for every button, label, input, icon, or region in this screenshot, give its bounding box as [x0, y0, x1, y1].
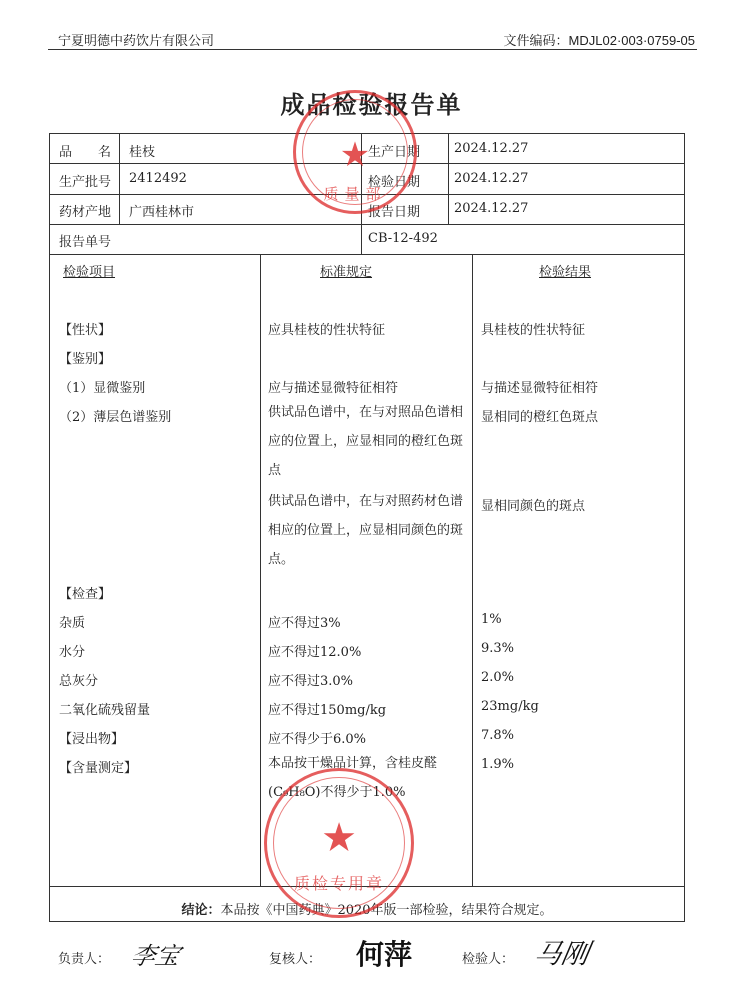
prod-date-value: 2024.12.27	[454, 141, 529, 156]
row-standard: 供试品色谱中，在与对照品色谱相应的位置上，应显相同的橙红色斑点	[268, 405, 464, 478]
row-standard: 应具桂枝的性状特征	[268, 323, 386, 338]
inspector-signature: 马刚	[531, 939, 592, 970]
row-divider	[50, 254, 684, 255]
inspector-label: 检验人：	[462, 952, 515, 967]
report-title: 成品检验报告单	[280, 91, 463, 119]
row-item: 二氧化硫残留量	[59, 703, 151, 718]
stamp-label: 质检专用章	[293, 874, 384, 893]
row-item: 【浸出物】	[59, 732, 125, 747]
col-divider	[448, 134, 449, 224]
file-code: 文件编码：MDJL02·003·0759-05	[503, 33, 695, 48]
row-item: 【含量测定】	[59, 761, 138, 776]
report-no-label: 报告单号	[59, 235, 112, 250]
row-item: （2）薄层色谱鉴别	[59, 410, 172, 425]
quality-seal-stamp	[264, 768, 414, 918]
col-divider	[119, 134, 120, 224]
row-result: 显相同的橙红色斑点	[481, 410, 599, 425]
col-divider	[260, 254, 261, 886]
stamp-star-icon: ★	[339, 135, 371, 175]
row-item: 总灰分	[59, 674, 99, 689]
row-result: 1.9%	[481, 757, 515, 772]
row-item: （1）显微鉴别	[59, 381, 146, 396]
col-head-result: 检验结果	[539, 265, 592, 280]
reviewer-signature: 何萍	[356, 938, 413, 971]
row-result: 7.8%	[481, 728, 515, 743]
report-date-value: 2024.12.27	[454, 201, 529, 216]
company-name: 宁夏明德中药饮片有限公司	[58, 33, 215, 48]
row-item: 杂质	[59, 616, 86, 631]
row-result: 具桂枝的性状特征	[481, 323, 586, 338]
row-result: 显相同颜色的斑点	[481, 499, 586, 514]
row-divider	[50, 224, 684, 225]
product-value: 桂枝	[129, 145, 156, 160]
row-standard: 应不得过150mg/kg	[268, 703, 387, 718]
batch-value: 2412492	[129, 171, 187, 186]
row-standard: 应与描述显微特征相符	[268, 381, 399, 396]
product-label: 品 名	[59, 145, 112, 160]
report-no-value: CB-12-492	[368, 231, 438, 246]
row-standard: 应不得过12.0%	[268, 645, 362, 660]
test-date-label: 检验日期	[368, 175, 421, 190]
row-item: 水分	[59, 645, 86, 660]
col-head-item: 检验项目	[63, 265, 116, 280]
row-item: 【性状】	[59, 323, 112, 338]
row-result: 与描述显微特征相符	[481, 381, 599, 396]
row-standard: 应不得少于6.0%	[268, 732, 367, 747]
row-result: 2.0%	[481, 670, 515, 685]
test-date-value: 2024.12.27	[454, 171, 529, 186]
reviewer-label: 复核人：	[269, 952, 322, 967]
header-divider	[48, 49, 697, 50]
row-standard: 应不得过3.0%	[268, 674, 354, 689]
col-divider	[472, 254, 473, 886]
row-result: 23mg/kg	[481, 699, 539, 714]
conclusion-label: 结论：	[181, 903, 221, 918]
stamp-label: 质量部	[323, 185, 387, 203]
conclusion-text: 本品按《中国药典》2020年版一部检验，结果符合规定。	[220, 903, 553, 918]
origin-label: 药材产地	[59, 205, 112, 220]
responsible-label: 负责人：	[58, 952, 111, 967]
batch-label: 生产批号	[59, 175, 112, 190]
row-item: 【检查】	[59, 587, 112, 602]
row-result: 9.3%	[481, 641, 515, 656]
col-head-standard: 标准规定	[320, 265, 373, 280]
row-result: 1%	[481, 612, 502, 627]
row-item: 【鉴别】	[59, 352, 112, 367]
responsible-signature: 李宝	[128, 942, 183, 970]
report-date-label: 报告日期	[368, 205, 421, 220]
prod-date-label: 生产日期	[368, 145, 421, 160]
quality-dept-stamp	[293, 90, 417, 214]
row-standard: 本品按干燥品计算，含桂皮醛(C₉H₈O)不得少于1.0%	[268, 756, 438, 800]
origin-value: 广西桂林市	[129, 205, 195, 220]
row-standard: 应不得过3%	[268, 616, 341, 631]
stamp-star-icon: ★	[321, 815, 357, 861]
row-standard: 供试品色谱中，在与对照药材色谱相应的位置上，应显相同颜色的斑点。	[268, 494, 464, 567]
